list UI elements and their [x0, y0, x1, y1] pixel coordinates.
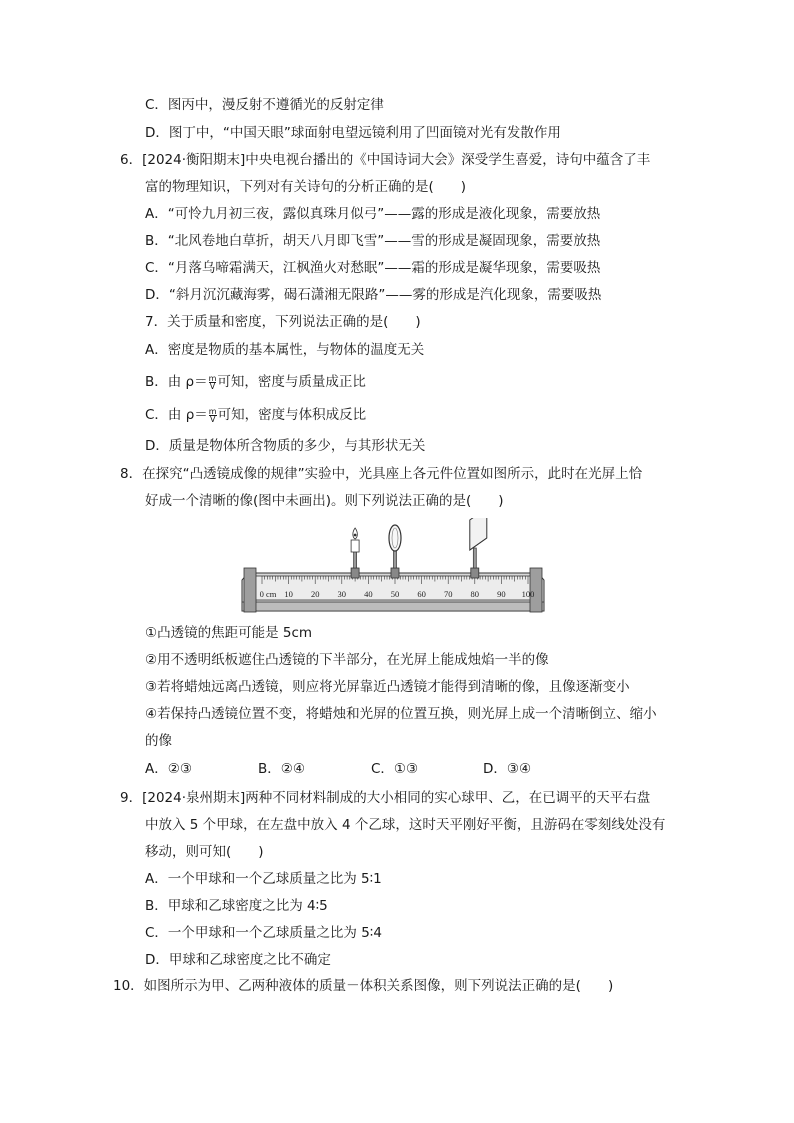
q6-stem-line1: 6．[2024·衡阳期末]中央电视台播出的《中国诗词大会》深受学生喜爱，诗句中蕴含了丰 [120, 152, 651, 168]
q7-option-c-suffix: 可知，密度与体积成反比 [217, 407, 367, 423]
convex-lens [389, 525, 401, 578]
q6-option-d: D．“斜月沉沉藏海雾，碣石潇湘无限路”——雾的形成是汽化现象，需要吸热 [145, 287, 602, 303]
scale-label: 0 cm [259, 589, 277, 599]
q6-option-c: C．“月落乌啼霜满天，江枫渔火对愁眠”——霜的形成是凝华现象，需要吸热 [145, 260, 601, 276]
q8-stem-line1: 8．在探究“凸透镜成像的规律”实验中，光具座上各元件位置如图所示，此时在光屏上恰 [120, 466, 643, 482]
scale-label: 10 [284, 589, 293, 599]
q8-statement-2: ②用不透明纸板遮住凸透镜的下半部分，在光屏上能成烛焰一半的像 [145, 652, 549, 668]
fraction-denominator: V [209, 414, 216, 424]
scale-label: 100 [521, 589, 535, 599]
scale-label: 70 [443, 589, 453, 599]
q8-option-c: C．①③ [371, 761, 419, 777]
optical-bench-figure [238, 518, 550, 616]
scale-label: 30 [337, 589, 347, 599]
q9-option-a: A．一个甲球和一个乙球质量之比为 5∶1 [145, 871, 382, 887]
scale-label: 80 [470, 589, 480, 599]
fraction-numerator: m [208, 406, 217, 416]
fraction-numerator: m [208, 373, 217, 383]
q9-stem-line2: 中放入 5 个甲球，在左盘中放入 4 个乙球，这时天平刚好平衡，且游码在零刻线处没有 [145, 817, 666, 833]
mass-over-volume-fraction [209, 408, 217, 423]
q7-option-b-prefix: B．由 ρ＝ [145, 374, 208, 390]
q8-option-b: B．②④ [258, 761, 305, 777]
scale-label: 60 [417, 589, 426, 599]
q6-option-b: B．“北风卷地白草折，胡天八月即飞雪”——雪的形成是凝固现象，需要放热 [145, 233, 601, 249]
q9-option-c: C．一个甲球和一个乙球质量之比为 5∶4 [145, 925, 382, 941]
light-screen [470, 518, 487, 578]
q7-option-b-suffix: 可知，密度与质量成正比 [217, 374, 366, 390]
q7-option-d: D．质量是物体所含物质的多少，与其形状无关 [145, 438, 426, 454]
q7-option-c [145, 406, 366, 424]
q9-stem-line1: 9．[2024·泉州期末]两种不同材料制成的大小相同的实心球甲、乙，在已调平的天平右盘 [120, 790, 651, 806]
q6-stem-line2: 富的物理知识，下列对有关诗句的分析正确的是( ) [145, 179, 467, 195]
fraction-denominator: V [209, 381, 216, 391]
mass-over-volume-fraction [209, 375, 217, 390]
q9-stem-line3: 移动，则可知( ) [145, 844, 264, 860]
candle [351, 528, 359, 578]
q8-statement-4-line1: ④若保持凸透镜位置不变，将蜡烛和光屏的位置互换，则光屏上成一个清晰倒立、缩小 [145, 706, 657, 722]
scale-label: 40 [364, 589, 373, 599]
q7-option-c-prefix: C．由 ρ＝ [145, 407, 208, 423]
q8-statement-4-line2: 的像 [145, 733, 172, 749]
q9-option-b: B．甲球和乙球密度之比为 4∶5 [145, 898, 328, 914]
q8-statement-3: ③若将蜡烛远离凸透镜，则应将光屏靠近凸透镜才能得到清晰的像，且像逐渐变小 [145, 679, 630, 695]
q6-option-a: A．“可怜九月初三夜，露似真珠月似弓”——露的形成是液化现象，需要放热 [145, 206, 601, 222]
q10-stem: 10．如图所示为甲、乙两种液体的质量－体积关系图像，则下列说法正确的是( ) [113, 978, 614, 994]
q9-option-d: D．甲球和乙球密度之比不确定 [145, 952, 331, 968]
scale-label: 50 [390, 589, 400, 599]
q7-option-a: A．密度是物质的基本属性，与物体的温度无关 [145, 342, 425, 358]
scale-label: 90 [497, 589, 506, 599]
scale-label: 20 [310, 589, 320, 599]
q8-option-a: A．②③ [145, 761, 192, 777]
prev-option-c: C．图丙中，漫反射不遵循光的反射定律 [145, 97, 384, 113]
q8-stem-line2: 好成一个清晰的像(图中未画出)。则下列说法正确的是( ) [145, 493, 504, 509]
q7-stem: 7．关于质量和密度，下列说法正确的是( ) [145, 314, 421, 330]
q7-option-b [145, 373, 366, 391]
q8-statement-1: ①凸透镜的焦距可能是 5cm [145, 625, 313, 641]
prev-option-d: D．图丁中，“中国天眼”球面射电望远镜利用了凹面镜对光有发散作用 [145, 125, 561, 141]
q8-option-d: D．③④ [483, 761, 532, 777]
